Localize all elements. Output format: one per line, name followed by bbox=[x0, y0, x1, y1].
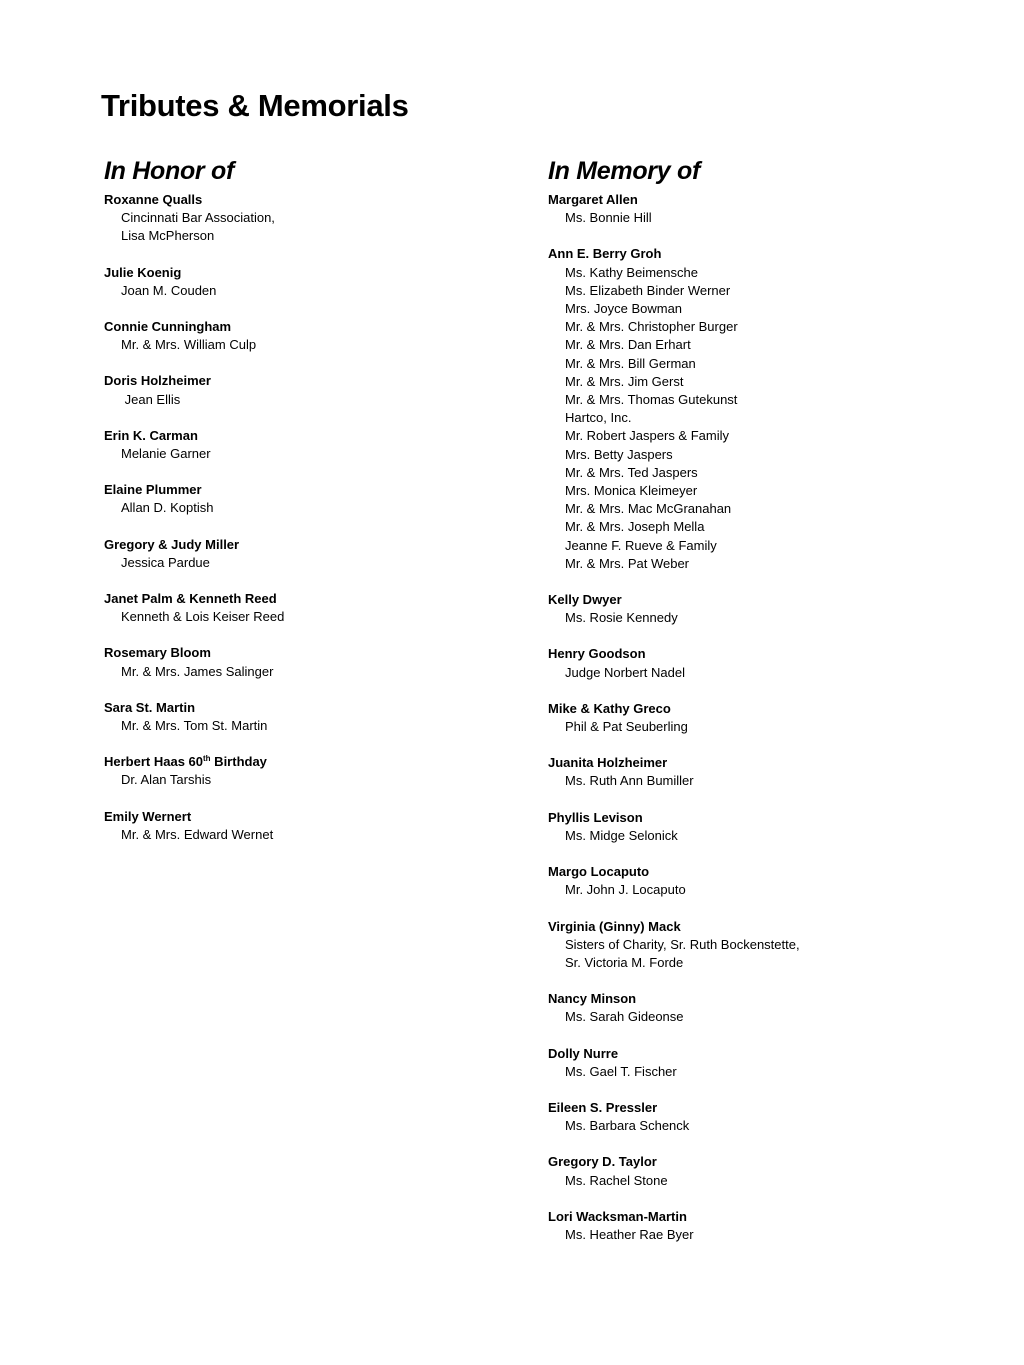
honor-entry bbox=[104, 753, 504, 789]
donor-name: Jessica Pardue bbox=[121, 554, 210, 570]
donor-name: Ms. Elizabeth Binder Werner bbox=[565, 282, 731, 298]
donor-name: Mr. & Mrs. James Salinger bbox=[121, 663, 274, 679]
honor-entry bbox=[104, 318, 504, 354]
donor-name: Hartco, Inc. bbox=[565, 410, 632, 426]
honoree-name bbox=[104, 753, 504, 771]
honoree-name: Erin K. Carman bbox=[104, 427, 198, 443]
donor-name: Kenneth & Lois Keiser Reed bbox=[121, 609, 285, 625]
memory-entry bbox=[548, 863, 968, 899]
donor-name: Mr. & Mrs. Pat Weber bbox=[565, 555, 690, 571]
in-memory-column bbox=[548, 155, 968, 1244]
memorial-name: Mike & Kathy Greco bbox=[548, 700, 671, 716]
honoree-name: Julie Koenig bbox=[104, 264, 182, 280]
memorial-name: Gregory D. Taylor bbox=[548, 1154, 657, 1170]
memorial-name: Phyllis Levison bbox=[548, 809, 643, 825]
honoree-name: Janet Palm & Kenneth Reed bbox=[104, 591, 277, 607]
memory-entry bbox=[548, 754, 968, 790]
donor-name: Mr. & Mrs. William Culp bbox=[121, 337, 257, 353]
donor-name: Ms. Sarah Gideonse bbox=[565, 1009, 684, 1025]
donor-name: Sr. Victoria M. Forde bbox=[565, 954, 684, 970]
in-honor-column bbox=[104, 155, 504, 844]
honoree-name: Rosemary Bloom bbox=[104, 645, 211, 661]
honoree-name: Sara St. Martin bbox=[104, 699, 196, 715]
donor-name: Mr. & Mrs. Christopher Burger bbox=[565, 319, 738, 335]
honor-entry bbox=[104, 699, 504, 735]
memorial-name: Kelly Dwyer bbox=[548, 592, 622, 608]
donor-name: Mr. & Mrs. Joseph Mella bbox=[565, 519, 705, 535]
donor-name: Sisters of Charity, Sr. Ruth Bockenstette, bbox=[565, 936, 800, 952]
donor-name: Ms. Rachel Stone bbox=[565, 1172, 668, 1188]
donor-name: Ms. Barbara Schenck bbox=[565, 1118, 690, 1134]
memorial-name: Dolly Nurre bbox=[548, 1045, 619, 1061]
memorial-name: Margaret Allen bbox=[548, 192, 638, 207]
donor-name: Mr. John J. Locaputo bbox=[565, 882, 686, 898]
memorial-name: Lori Wacksman-Martin bbox=[548, 1208, 687, 1224]
memorial-name: Ann E. Berry Groh bbox=[548, 246, 662, 262]
memory-entry bbox=[548, 918, 968, 973]
honor-entry bbox=[104, 644, 504, 680]
donor-name: Phil & Pat Seuberling bbox=[565, 719, 688, 735]
donor-name: Mr. & Mrs. Dan Erhart bbox=[565, 337, 691, 353]
honoree-name-prefix: Herbert Haas 60 bbox=[104, 754, 203, 770]
donor-name: Mr. & Mrs. Thomas Gutekunst bbox=[565, 392, 738, 408]
donor-name: Ms. Heather Rae Byer bbox=[565, 1226, 694, 1242]
memorial-name: Eileen S. Pressler bbox=[548, 1099, 658, 1115]
memory-entry bbox=[548, 591, 968, 627]
honor-entry bbox=[104, 481, 504, 517]
donor-name: Ms. Bonnie Hill bbox=[565, 210, 652, 226]
memory-entry bbox=[548, 809, 968, 845]
donor-name: Mr. & Mrs. Tom St. Martin bbox=[121, 718, 268, 734]
honoree-name: Roxanne Qualls bbox=[104, 192, 203, 207]
memory-entry bbox=[548, 191, 968, 227]
donor-name: Mr. & Mrs. Ted Jaspers bbox=[565, 464, 698, 480]
honor-entry bbox=[104, 427, 504, 463]
donor-name: Ms. Ruth Ann Bumiller bbox=[565, 773, 694, 789]
memory-entry bbox=[548, 1045, 968, 1081]
memory-entry bbox=[548, 645, 968, 681]
donor-name: Judge Norbert Nadel bbox=[565, 664, 685, 680]
donor-name: Jeanne F. Rueve & Family bbox=[565, 537, 717, 553]
donor-name: Mr. & Mrs. Bill German bbox=[565, 355, 696, 371]
memory-entry bbox=[548, 1208, 968, 1244]
in-memory-heading: In Memory of bbox=[548, 157, 700, 185]
honoree-name: Connie Cunningham bbox=[104, 319, 232, 335]
donor-name: Mr. Robert Jaspers & Family bbox=[565, 428, 729, 444]
honoree-name: Gregory & Judy Miller bbox=[104, 536, 240, 552]
memory-entry bbox=[548, 1099, 968, 1135]
donor-name: Allan D. Koptish bbox=[121, 500, 214, 516]
donor-name: Joan M. Couden bbox=[121, 282, 217, 298]
honor-entry bbox=[104, 808, 504, 844]
memorial-name: Virginia (Ginny) Mack bbox=[548, 918, 681, 934]
donor-name: Ms. Rosie Kennedy bbox=[565, 610, 678, 626]
honor-entry bbox=[104, 372, 504, 408]
donor-name: Cincinnati Bar Association, bbox=[121, 210, 275, 226]
memorial-name: Henry Goodson bbox=[548, 646, 646, 662]
donor-name: Melanie Garner bbox=[121, 446, 211, 462]
honor-entry bbox=[104, 191, 504, 246]
donor-name: Mr. & Mrs. Mac McGranahan bbox=[565, 501, 732, 517]
donor-name: Ms. Kathy Beimensche bbox=[565, 264, 698, 280]
donor-name: Ms. Gael T. Fischer bbox=[565, 1063, 677, 1079]
memory-entry bbox=[548, 1153, 968, 1189]
in-honor-heading: In Honor of bbox=[104, 157, 235, 185]
memory-entry bbox=[548, 700, 968, 736]
honoree-name-suffix: Birthday bbox=[210, 754, 267, 770]
honor-entry bbox=[104, 536, 504, 572]
donor-name: Mr. & Mrs. Edward Wernet bbox=[121, 826, 274, 842]
page-title: Tributes & Memorials bbox=[101, 88, 409, 123]
donor-name: Mrs. Joyce Bowman bbox=[565, 301, 683, 317]
donor-name: Mr. & Mrs. Jim Gerst bbox=[565, 373, 684, 389]
donor-name: Mrs. Monica Kleimeyer bbox=[565, 483, 698, 499]
ordinal-suffix: th bbox=[203, 754, 211, 764]
memorial-name: Nancy Minson bbox=[548, 991, 637, 1007]
donor-name: Dr. Alan Tarshis bbox=[121, 772, 212, 788]
memory-entry bbox=[548, 245, 968, 573]
memorial-name: Juanita Holzheimer bbox=[548, 755, 668, 771]
honoree-name: Doris Holzheimer bbox=[104, 373, 211, 389]
honor-entry bbox=[104, 264, 504, 300]
memorial-name: Margo Locaputo bbox=[548, 864, 650, 880]
honoree-name: Elaine Plummer bbox=[104, 482, 202, 498]
donor-name: Jean Ellis bbox=[121, 391, 181, 407]
donor-name: Lisa McPherson bbox=[121, 228, 215, 244]
honoree-name: Emily Wernert bbox=[104, 808, 192, 824]
honor-entry bbox=[104, 590, 504, 626]
donor-name: Mrs. Betty Jaspers bbox=[565, 446, 673, 462]
donor-name: Ms. Midge Selonick bbox=[565, 827, 678, 843]
memory-entry bbox=[548, 990, 968, 1026]
